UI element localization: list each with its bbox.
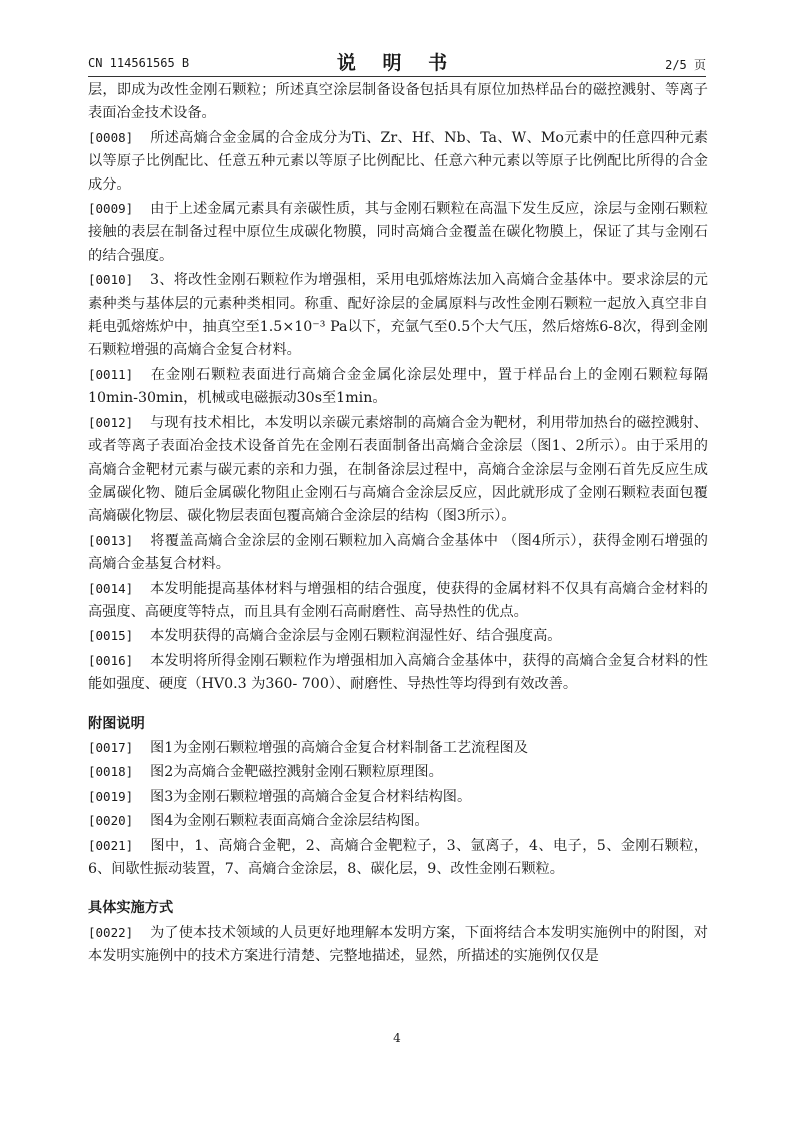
paragraph: [88, 624, 708, 648]
section-title-embodiments: 具体实施方式: [88, 900, 174, 917]
paragraph-text: 本发明获得的高熵合金涂层与金刚石颗粒润湿性好、结合强度高。: [150, 628, 562, 645]
paragraph-number: [0018]: [88, 764, 134, 780]
paragraph-number: [0016]: [88, 652, 134, 668]
paragraph-text: 在金刚石颗粒表面进行高熵合金金属化涂层处理中，置于样品台上的金刚石颗粒每隔10min-30min，机械或电磁振动30s至1min。: [88, 366, 708, 407]
paragraph-text: 将覆盖高熵合金涂层的金刚石颗粒加入高熵合金基体中 （图4所示），获得金刚石增强的高熵合金基复合材料。: [88, 532, 708, 573]
paragraph-number: [0012]: [88, 414, 134, 430]
paragraph: [88, 268, 708, 363]
header-rule: [88, 76, 706, 77]
paragraph: [88, 785, 708, 809]
paragraph-text: 所述高熵合金金属的合金成分为Ti、Zr、Hf、Nb、Ta、W、Mo元素中的任意四种元素以等原子比例配比、任意五种元素以等原子比例配比、任意六种元素以等原子比例配比所得的合金成分。: [88, 129, 708, 193]
paragraph-text: 为了使本技术领域的人员更好地理解本发明方案，下面将结合本发明实施例中的附图，对本发明实施例中的技术方案进行清楚、完整地描述，显然，所描述的实施例仅仅是: [88, 924, 708, 965]
paragraph-group-figures: [88, 736, 708, 881]
paragraph-text: 与现有技术相比，本发明以亲碳元素熔制的高熵合金为靶材，利用带加热台的磁控溅射、或者等离子表面冶金技术设备首先在金刚石表面制备出高熵合金涂层（图1、2所示）。由于采用的高熵合金靶材元素与碳元素的亲和力强，在制备涂层过程中，高熵合金涂层与金刚石首先反应生成金属碳化物、随后金属碳化物阻止金刚石与高熵合金涂层反应，因此就形成了金刚石颗粒表面包覆高熵碳化物层、碳化物层表面包覆高熵合金涂层的结构（图3所示）。: [88, 414, 708, 525]
paragraph: [88, 577, 708, 625]
paragraph-text: 图4为金刚石颗粒表面高熵合金涂层结构图。: [150, 813, 429, 830]
document-title: 说 明 书: [336, 52, 458, 74]
paragraph-number: [0011]: [88, 366, 134, 382]
paragraph-group-embodiments: [88, 921, 708, 969]
paragraph: [88, 809, 708, 833]
page-number: 4: [393, 1031, 401, 1045]
paragraph-number: [0010]: [88, 272, 134, 288]
paragraph-number: [0013]: [88, 532, 134, 548]
paragraph: [88, 760, 708, 784]
paragraph: [88, 126, 708, 197]
paragraph-number: [0022]: [88, 924, 134, 940]
paragraph: [88, 921, 708, 969]
paragraph-text: 本发明能提高基体材料与增强相的结合强度，使获得的金属材料不仅具有高熵合金材料的高强度、高硬度等特点，而且具有金刚石高耐磨性、高导热性的优点。: [88, 580, 708, 620]
paragraph: [88, 363, 708, 411]
paragraph-text: 层，即成为改性金刚石颗粒；所述真空涂层制备设备包括具有原位加热样品台的磁控溅射、等离子表面冶金技术设备。: [88, 82, 708, 122]
paragraph: [88, 411, 708, 529]
paragraph-text: 图中，1、高熵合金靶，2、高熵合金靶粒子，3、氩离子，4、电子，5、金刚石颗粒，6、间歇性振动装置，7、高熵合金涂层，8、碳化层，9、改性金刚石颗粒。: [88, 837, 708, 877]
paragraph-text: 3、将改性金刚石颗粒作为增强相，采用电弧熔炼法加入高熵合金基体中。要求涂层的元素种类与基体层的元素种类相同。称重、配好涂层的金属原料与改性金刚石颗粒一起放入真空非自耗电弧熔炼炉中，抽真空至1.5×10⁻³ Pa以下，充氩气至0.5个大气压，然后熔炼6-8次，得到金刚石颗粒增强的高熵合金复合材料。: [88, 272, 708, 359]
paragraph: [88, 736, 708, 760]
paragraph-text: 图3为金刚石颗粒增强的高熵合金复合材料结构图。: [150, 788, 472, 805]
paragraph-number: [0014]: [88, 580, 134, 596]
paragraph-number: [0017]: [88, 739, 134, 755]
paragraph-number: [0008]: [88, 129, 134, 145]
paragraph-number: [0021]: [88, 837, 134, 853]
paragraph-text: 本发明将所得金刚石颗粒作为增强相加入高熵合金基体中，获得的高熵合金复合材料的性能如强度、硬度（HV0.3 为360- 700）、耐磨性、导热性等均得到有效改善。: [88, 652, 708, 693]
paragraph-text: 图2为高熵合金靶磁控溅射金刚石颗粒原理图。: [150, 764, 443, 781]
patent-number: CN 114561565 B: [88, 56, 190, 70]
paragraph-number: [0015]: [88, 628, 134, 644]
paragraph: [88, 834, 708, 882]
page-info: 2/5 页: [665, 58, 706, 72]
paragraph-group-description: [88, 79, 708, 697]
paragraph-text: 图1为金刚石颗粒增强的高熵合金复合材料制备工艺流程图及: [150, 739, 528, 756]
section-title-figures: 附图说明: [88, 715, 145, 732]
paragraph: [88, 529, 708, 577]
paragraph-number: [0009]: [88, 201, 134, 217]
paragraph: [88, 649, 708, 697]
paragraph: [88, 79, 708, 126]
document-body: [88, 79, 708, 969]
paragraph-text: 由于上述金属元素具有亲碳性质，其与金刚石颗粒在高温下发生反应，涂层与金刚石颗粒接触的表层在制备过程中原位生成碳化物膜，同时高熵合金覆盖在碳化物膜上，保证了其与金刚石的结合强度。: [88, 201, 708, 264]
page-header: [88, 46, 706, 76]
paragraph-number: [0020]: [88, 813, 134, 829]
paragraph: [88, 197, 708, 268]
paragraph-number: [0019]: [88, 788, 134, 804]
